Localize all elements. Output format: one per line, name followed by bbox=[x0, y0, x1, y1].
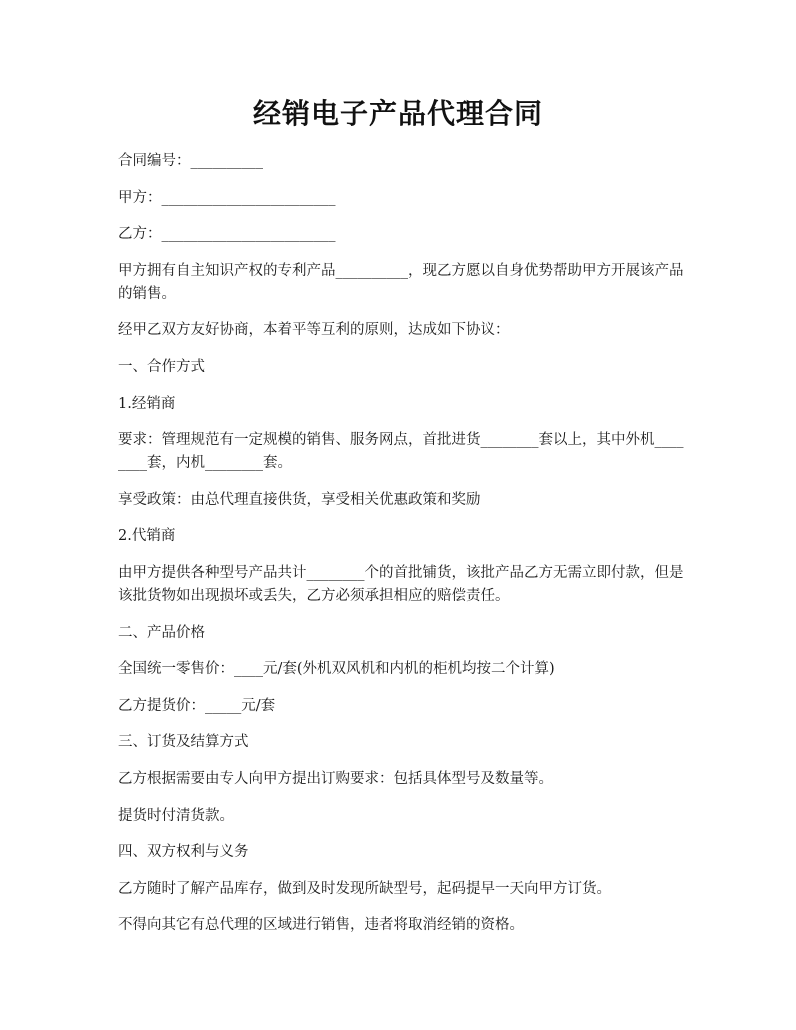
section-heading-cooperation: 一、合作方式 bbox=[118, 358, 205, 375]
party-b-line: 乙方：________________________ bbox=[118, 226, 336, 243]
party-a-line: 甲方：________________________ bbox=[118, 189, 336, 206]
section-heading-ordering: 三、订货及结算方式 bbox=[118, 734, 249, 751]
retail-price-line: 全国统一零售价：____元/套(外机双风机和内机的柜机均按二个计算) bbox=[118, 661, 555, 678]
distributor-requirements: 要求：管理规范有一定规模的销售、服务网点，首批进货________套以上，其中外机________套，内机________套。 bbox=[118, 432, 684, 472]
preamble-paragraph: 甲方拥有自主知识产权的专利产品__________，现乙方愿以自身优势帮助甲方开展该产品的销售。 bbox=[118, 262, 684, 302]
subsection-distributor: 1.经销商 bbox=[118, 395, 176, 412]
section-heading-price: 二、产品价格 bbox=[118, 624, 205, 641]
document-title: 经销电子产品代理合同 bbox=[252, 97, 543, 130]
rights-inventory: 乙方随时了解产品库存，做到及时发现所缺型号，起码提早一天向甲方订货。 bbox=[118, 880, 611, 897]
wholesale-price-line: 乙方提货价：_____元/套 bbox=[118, 697, 276, 714]
rights-territory: 不得向其它有总代理的区域进行销售，违者将取消经销的资格。 bbox=[118, 917, 524, 934]
payment-terms: 提货时付清货款。 bbox=[118, 807, 234, 824]
ordering-terms: 乙方根据需要由专人向甲方提出订购要求：包括具体型号及数量等。 bbox=[118, 770, 553, 787]
subsection-consignment: 2.代销商 bbox=[118, 528, 176, 545]
contract-number-line: 合同编号：__________ bbox=[118, 153, 263, 169]
section-heading-rights: 四、双方权利与义务 bbox=[118, 844, 249, 861]
document-body bbox=[118, 150, 684, 951]
consignment-terms: 由甲方提供各种型号产品共计________个的首批铺货，该批产品乙方无需立即付款，但是该批货物如出现损坏或丢失，乙方必须承担相应的赔偿责任。 bbox=[118, 564, 684, 604]
distributor-policy: 享受政策：由总代理直接供货，享受相关优惠政策和奖励 bbox=[118, 491, 481, 508]
agreement-intro: 经甲乙双方友好协商，本着平等互利的原则，达成如下协议： bbox=[118, 322, 510, 339]
